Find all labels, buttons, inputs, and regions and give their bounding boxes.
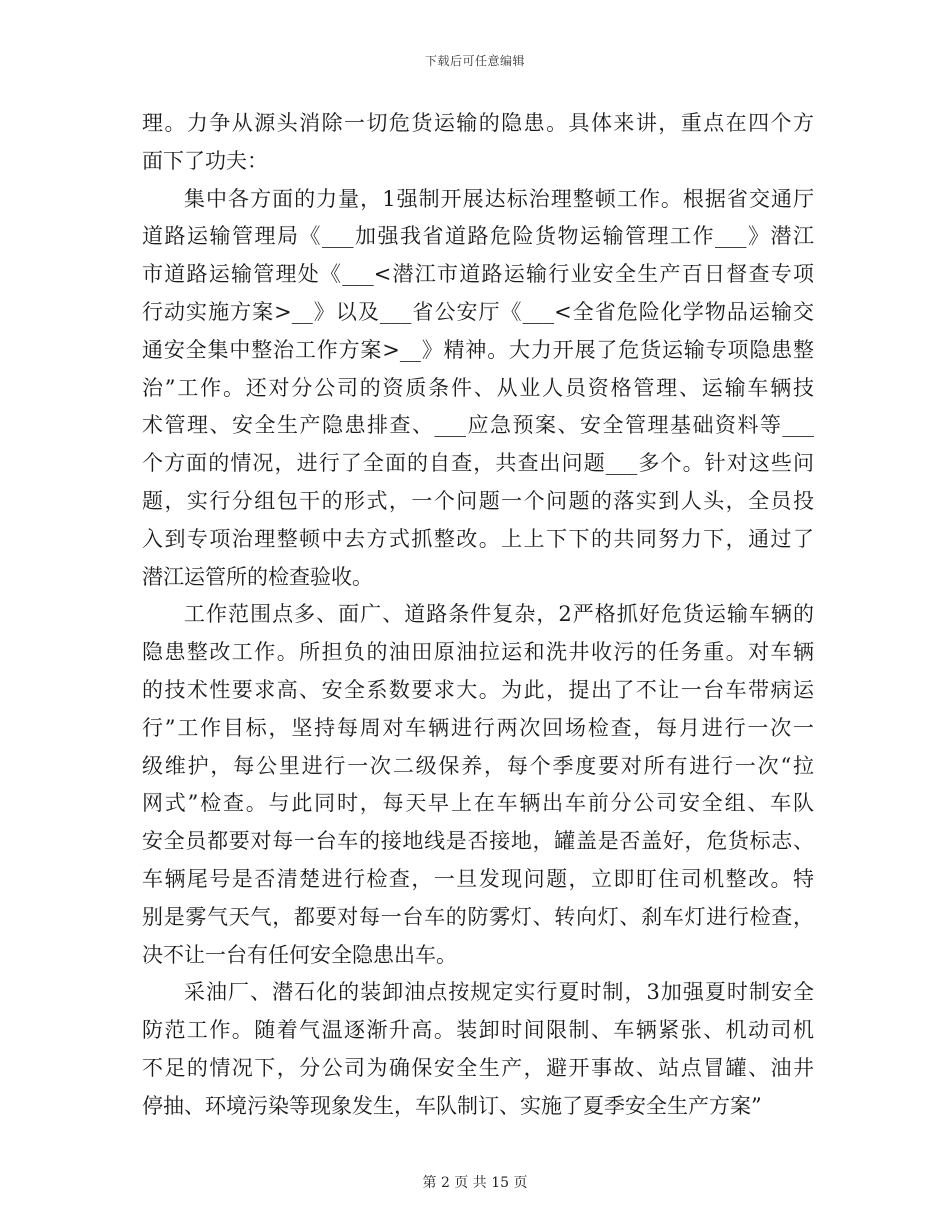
- text-line: 治”工作。还对分公司的资质条件、从业人员资格管理、运输车辆技: [142, 375, 814, 400]
- text-line: 术管理、安全生产隐患排查、___应急预案、安全管理基础资料等___: [142, 413, 814, 438]
- text-line: 个方面的情况，进行了全面的自查，共查出问题___多个。针对这些问: [142, 451, 814, 476]
- text-line: 市道路运输管理处《___<潜江市道路运输行业安全生产百日督查专项: [142, 262, 814, 287]
- text-line: 工作范围点多、面广、道路条件复杂，2严格抓好危货运输车辆的: [184, 602, 814, 627]
- text-line: 隐患整改工作。所担负的油田原油拉运和洗井收污的任务重。对车辆: [142, 640, 814, 665]
- text-line: 集中各方面的力量，1强制开展达标治理整顿工作。根据省交通厅: [184, 186, 814, 211]
- text-line: 安全员都要对每一台车的接地线是否接地，罐盖是否盖好，危货标志、: [142, 829, 814, 854]
- text-line: 停抽、环境污染等现象发生，车队制订、实施了夏季安全生产方案”: [142, 1093, 762, 1118]
- text-line: 行”工作目标，坚持每周对车辆进行两次回场检查，每月进行一次一: [142, 715, 814, 740]
- text-line: 的技术性要求高、安全系数要求大。为此，提出了不让一台车带病运: [142, 677, 814, 702]
- document-body: [142, 105, 814, 1126]
- text-line: 别是雾气天气，都要对每一台车的防雾灯、转向灯、刹车灯进行检查，: [142, 904, 814, 929]
- text-line: 网式”检查。与此同时，每天早上在车辆出车前分公司安全组、车队: [142, 791, 814, 816]
- text-line: 潜江运管所的检查验收。: [142, 564, 373, 589]
- text-line: 道路运输管理局《___加强我省道路危险货物运输管理工作___》潜江: [142, 224, 814, 249]
- text-line: 不足的情况下，分公司为确保安全生产，避开事故、站点冒罐、油井: [142, 1055, 814, 1080]
- text-line: 决不让一台有任何安全隐患出车。: [142, 942, 457, 967]
- text-line: 理。力争从源头消除一切危货运输的隐患。具体来讲，重点在四个方: [142, 111, 814, 135]
- text-line: 采油厂、潜石化的装卸油点按规定实行夏时制，3加强夏时制安全: [184, 980, 814, 1005]
- text-line: 入到专项治理整顿中去方式抓整改。上上下下的共同努力下，通过了: [142, 526, 814, 551]
- text-line: 行动实施方案>__》以及___省公安厅《___<全省危险化学物品运输交: [142, 299, 814, 324]
- text-line: 防范工作。随着气温逐渐升高。装卸时间限制、车辆紧张、机动司机: [142, 1018, 814, 1043]
- page-footer: 第 2 页 共 15 页: [422, 1175, 528, 1191]
- text-line: 面下了功夫：: [142, 148, 268, 173]
- text-line: 题，实行分组包干的形式，一个问题一个问题的落实到人头，全员投: [142, 488, 814, 513]
- text-line: 通安全集中整治工作方案>__》精神。大力开展了危货运输专项隐患整: [142, 337, 814, 362]
- text-line: 车辆尾号是否清楚进行检查，一旦发现问题，立即盯住司机整改。特: [142, 866, 814, 891]
- text-line: 级维护，每公里进行一次二级保养，每个季度要对所有进行一次“拉: [142, 753, 814, 778]
- page-header: 下载后可任意编辑: [424, 54, 525, 68]
